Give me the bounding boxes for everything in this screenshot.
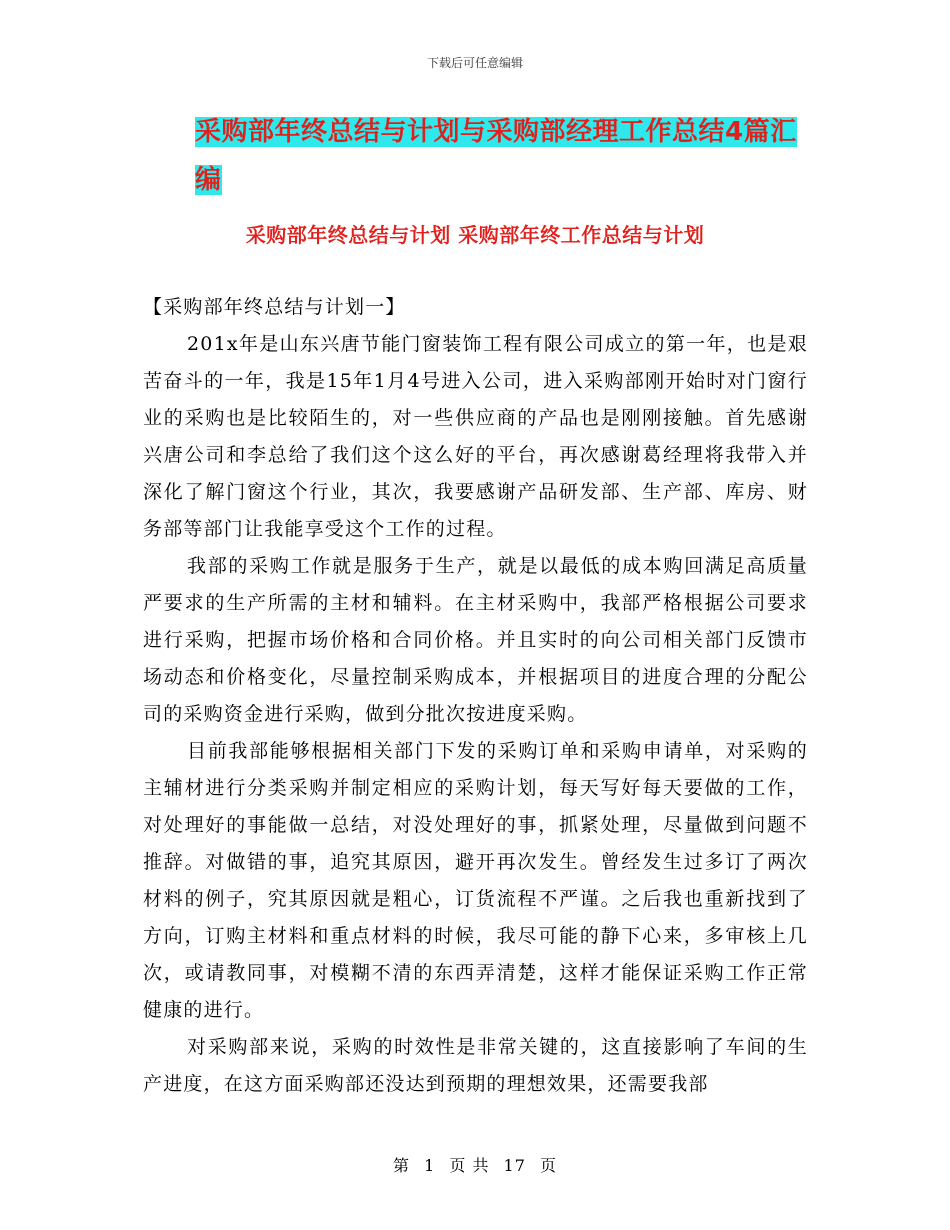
document-body	[143, 289, 808, 1103]
paragraph: 我部的采购工作就是服务于生产，就是以最低的成本购回满足高质量严要求的生产所需的主材和辅料。在主材采购中，我部严格根据公司要求进行采购，把握市场价格和合同价格。并且实时的向公司相关部门反馈市场动态和价格变化，尽量控制采购成本，并根据项目的进度合理的分配公司的采购资金进行采购，做到分批次按进度采购。	[143, 555, 808, 725]
page-label-prefix: 第	[392, 1156, 410, 1175]
page-footer	[0, 1153, 950, 1176]
subheading: 【采购部年终总结与计划一】	[143, 296, 406, 318]
document-title-text: 采购部年终总结与计划与采购部经理工作总结4篇汇编	[195, 117, 797, 195]
document-title	[195, 108, 807, 204]
page-current: 1	[424, 1156, 436, 1175]
paragraph: 对采购部来说，采购的时效性是非常关键的，这直接影响了车间的生产进度，在这方面采购部还没达到预期的理想效果，还需要我部	[143, 1036, 808, 1095]
paragraph: 目前我部能够根据相关部门下发的采购订单和采购申请单，对采购的主辅材进行分类采购并制定相应的采购计划，每天写好每天要做的工作，对处理好的事能做一总结，对没处理好的事，抓紧处理，尽量做到问题不推辞。对做错的事，追究其原因，避开再次发生。曾经发生过多订了两次材料的例子，究其原因就是粗心，订货流程不严谨。之后我也重新找到了方向，订购主材料和重点材料的时候，我尽可能的静下心来，多审核上几次，或请教同事，对模糊不清的东西弄清楚，这样才能保证采购工作正常健康的进行。	[143, 740, 808, 1021]
page-total: 17	[503, 1156, 526, 1175]
paragraph: 201x年是山东兴唐节能门窗装饰工程有限公司成立的第一年，也是艰苦奋斗的一年，我是15年1月4号进入公司，进入采购部刚开始时对门窗行业的采购也是比较陌生的，对一些供应商的产品也是刚刚接触。首先感谢兴唐公司和李总给了我们这个这么好的平台，再次感谢葛经理将我带入并深化了解门窗这个行业，其次，我要感谢产品研发部、生产部、库房、财务部等部门让我能享受这个工作的过程。	[143, 333, 808, 540]
header-note: 下载后可任意编辑	[426, 56, 523, 70]
section-title: 采购部年终总结与计划 采购部年终工作总结与计划	[245, 223, 705, 247]
page-label-suffix: 页	[540, 1156, 558, 1175]
page-label-mid: 页 共	[449, 1156, 490, 1175]
